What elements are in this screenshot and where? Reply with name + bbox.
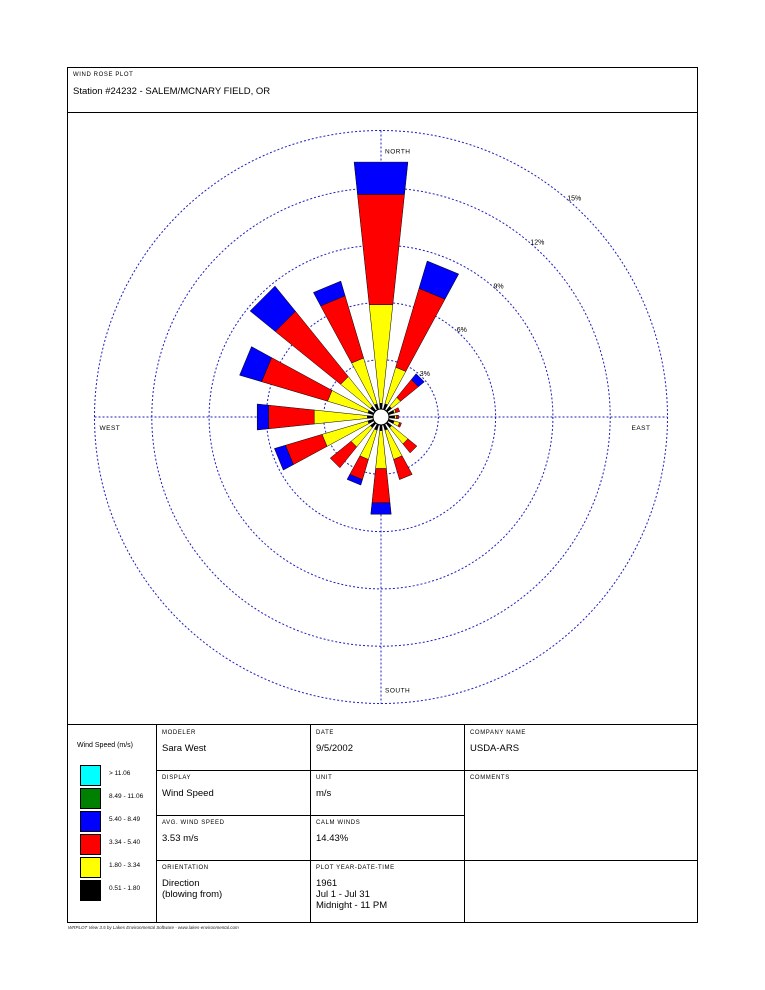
modeler-label: MODELER xyxy=(162,730,196,736)
calm-hub xyxy=(373,409,389,425)
legend-swatch xyxy=(80,880,101,901)
plot-period-label: PLOT YEAR-DATE-TIME xyxy=(316,865,395,871)
legend-swatch xyxy=(80,765,101,786)
divider xyxy=(156,815,464,816)
petal-w-segment xyxy=(269,405,315,429)
petal-s-segment xyxy=(371,503,391,514)
plot-year: 1961 xyxy=(316,878,338,889)
company-value: USDA-ARS xyxy=(470,743,520,754)
plot-dates: Jul 1 - Jul 31 xyxy=(316,889,370,900)
ring-label: 15% xyxy=(567,195,582,203)
petal-s-segment xyxy=(376,431,387,469)
petal-w-segment xyxy=(314,410,367,424)
legend-label: 5.40 - 8.49 xyxy=(109,816,141,823)
orientation-note: (blowing from) xyxy=(162,889,223,900)
petal-w-segment xyxy=(257,404,268,430)
wind-rose-chart xyxy=(68,112,698,722)
compass-label: NORTH xyxy=(385,148,411,156)
petal-n-segment xyxy=(358,194,405,304)
calm-winds-label: CALM WINDS xyxy=(316,820,361,826)
display-label: DISPLAY xyxy=(162,775,192,781)
legend-swatch xyxy=(80,857,101,878)
company-label: COMPANY NAME xyxy=(470,730,526,736)
petal-ene-segment xyxy=(395,408,400,413)
petal-e-segment xyxy=(397,415,399,419)
divider xyxy=(156,860,697,861)
legend-label: 3.34 - 5.40 xyxy=(109,839,141,846)
petal-n-segment xyxy=(354,162,408,194)
compass-label: EAST xyxy=(631,425,651,432)
date-value: 9/5/2002 xyxy=(316,743,353,754)
orientation-label: ORIENTATION xyxy=(162,865,209,871)
date-label: DATE xyxy=(316,730,334,736)
petal-nne-segment xyxy=(396,288,445,371)
compass-label: SOUTH xyxy=(385,687,411,695)
petal-s-segment xyxy=(380,425,383,431)
plot-header xyxy=(68,68,697,113)
divider xyxy=(464,725,465,923)
divider xyxy=(310,725,311,923)
info-panel xyxy=(68,724,697,923)
legend-swatch xyxy=(80,811,101,832)
petal-w-segment xyxy=(367,416,373,419)
ring-label: 6% xyxy=(456,327,467,335)
petal-n-segment xyxy=(380,403,383,409)
display-value: Wind Speed xyxy=(162,788,214,799)
modeler-value: Sara West xyxy=(162,743,207,754)
plot-label: WIND ROSE PLOT xyxy=(73,72,134,78)
petal-sw-segment xyxy=(330,441,357,468)
legend-swatch xyxy=(80,834,101,855)
comments-label: COMMENTS xyxy=(470,775,510,781)
petal-e-segment xyxy=(395,415,397,418)
orientation-value: Direction xyxy=(162,878,200,889)
petal-sse-segment xyxy=(394,456,413,480)
compass-label: WEST xyxy=(99,425,121,432)
ring-label: 3% xyxy=(419,371,430,379)
avg-speed-value: 3.53 m/s xyxy=(162,833,199,844)
legend-swatch xyxy=(80,788,101,809)
legend-label: 8.49 - 11.06 xyxy=(109,793,144,800)
petal-e-segment xyxy=(389,416,395,419)
calm-winds-value: 14.43% xyxy=(316,833,349,844)
divider xyxy=(156,725,157,923)
ring-label: 12% xyxy=(530,239,545,247)
legend-title: Wind Speed (m/s) xyxy=(77,742,134,749)
unit-value: m/s xyxy=(316,788,332,799)
legend-label: > 11.06 xyxy=(109,770,131,777)
plot-time: Midnight - 11 PM xyxy=(316,900,388,911)
divider xyxy=(156,770,697,771)
unit-label: UNIT xyxy=(316,775,333,781)
avg-speed-label: AVG. WIND SPEED xyxy=(162,820,225,826)
footer-credit: WRPLOT View 3.5 by Lakes Environmental Software - www.lakes-environmental.com xyxy=(68,925,239,930)
station-title: Station #24232 - SALEM/MCNARY FIELD, OR xyxy=(73,86,271,97)
legend-label: 1.80 - 3.34 xyxy=(109,862,141,869)
legend-label: 0.51 - 1.80 xyxy=(109,885,141,892)
ring-label: 9% xyxy=(493,283,504,291)
